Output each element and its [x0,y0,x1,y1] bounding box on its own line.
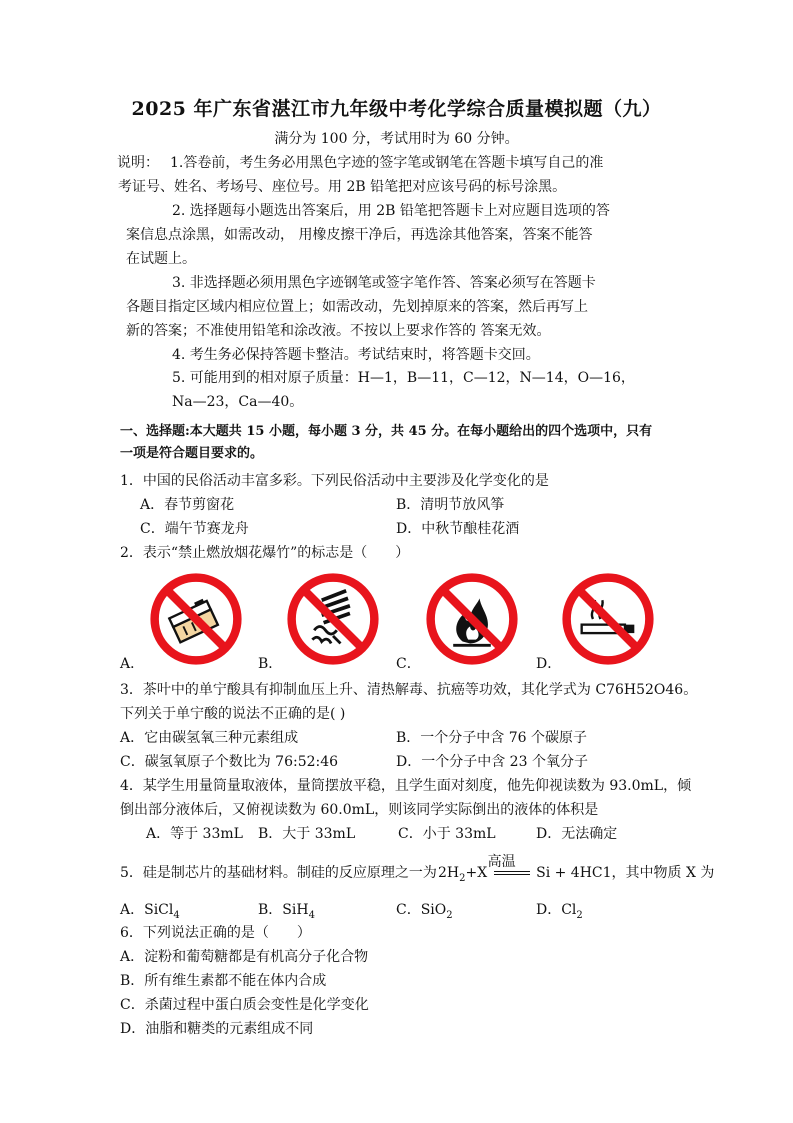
q5-option-d: D．$Cl_2$ [536,902,583,921]
instruction-line: 5. 可能用到的相对原子质量：H—1，B—11，C—12，N—14，O—16， [172,370,635,386]
instruction-line: 新的答案；不准使用铅笔和涂改液。不按以上要求作答的 答案无效。 [126,323,551,339]
q6-option-a: A．淀粉和葡萄糖都是有机高分子化合物 [120,949,369,965]
question-1-stem: 1．中国的民俗活动丰富多彩。下列民俗活动中主要涉及化学变化的是 [120,473,549,489]
exam-subtitle: 满分为 100 分，考试用时为 60 分钟。 [274,131,519,147]
q4-option-b: B．大于 33mL [258,826,356,842]
q4-option-c: C．小于 33mL [398,826,496,842]
q5-option-b: B．SiH$_4$ [258,902,315,921]
question-4-stem: 4．某学生用量筒量取液体，量筒摆放平稳，且学生面对刻度，他先仰视读数为 93.0mL，倾 [120,778,692,794]
q3-option-b: B．一个分子中含 76 个碳原子 [396,730,588,746]
question-2-stem: 2．表示“禁止燃放烟花爆竹”的标志是（ ） [120,545,410,561]
q1-option-c: C．端午节赛龙舟 [140,521,249,537]
question-3-stem: 3．茶叶中的单宁酸具有抑制血压上升、清热解毒、抗癌等功效，其化学式为 C76H52O46。 [120,682,698,698]
q2-option-b: B． [258,656,283,672]
equation-product: Si + 4HC1，其中物质 X 为 [536,865,715,881]
equation-reactant-x: +X [465,865,488,881]
section-heading-cont: 一项是符合题目要求的。 [120,446,264,461]
section-heading: 一、选择题:本大题共 15 小题，每小题 3 分，共 45 分。在每小题给出的四个选项中，只有 [120,424,653,439]
instruction-line: 4. 考生务必保持答题卡整洁。考试结束时，将答题卡交回。 [172,347,540,363]
equation-subscript: 2 [459,872,466,884]
page-title: 2025 年广东省湛江市九年级中考化学综合质量模拟题（九） [131,98,662,120]
no-matches-icon [149,572,243,666]
q4-option-d: D．无法确定 [536,826,618,842]
q2-option-a: A． [120,656,145,672]
q1-option-a: A．春节剪窗花 [140,497,235,513]
instruction-line: 在试题上。 [126,251,196,267]
q6-option-c: C．杀菌过程中蛋白质会变性是化学变化 [120,997,369,1013]
instruction-line: 1.答卷前，考生务必用黑色字迹的签字笔或钢笔在答题卡填写自己的准 [170,155,604,171]
equals-sign [494,871,530,875]
no-fire-icon [425,572,519,666]
q3-option-c: C．碳氢氧原子个数比为 76:52:46 [120,754,339,770]
equation-reactant: 2H [438,865,460,881]
instructions-heading: 说明： [117,155,159,171]
instruction-line: 3. 非选择题必须用黑色字迹钢笔或签字笔作答、答案必须写在答题卡 [172,275,596,291]
reaction-condition: 高温 [487,854,516,870]
question-3-stem-cont: 下列关于单宁酸的说法不正确的是( ) [120,706,346,722]
q5-option-c: C．SiO$_2$ [396,902,453,921]
q3-option-a: A．它由碳氢氧三种元素组成 [120,730,299,746]
q2-option-d: D． [536,656,562,672]
question-6-stem: 6．下列说法正确的是（ ） [120,925,311,941]
q5-option-a: A．SiCl$_4$ [120,902,180,921]
q1-option-d: D．中秋节酿桂花酒 [396,521,520,537]
question-5-stem: 5．硅是制芯片的基础材料。制硅的反应原理之一为 [120,865,437,881]
no-fireworks-icon [286,572,380,666]
instruction-line: 考证号、姓名、考场号、座位号。用 2B 铅笔把对应该号码的标号涂黑。 [118,179,567,195]
q6-option-b: B．所有维生素都不能在体内合成 [120,973,327,989]
question-4-stem-cont: 倒出部分液体后，又俯视读数为 60.0mL，则该同学实际倒出的液体的体积是 [120,802,599,818]
q2-option-c: C． [396,656,421,672]
instruction-line: 案信息点涂黑，如需改动， 用橡皮擦干净后，再选涂其他答案，答案不能答 [126,227,593,243]
q6-option-d: D．油脂和糖类的元素组成不同 [120,1021,314,1037]
q4-option-a: A．等于 33mL [146,826,243,842]
reaction-arrow [487,854,532,881]
no-smoking-icon [561,572,655,666]
q3-option-d: D．一个分子中含 23 个氧分子 [396,754,588,770]
instruction-line: Na—23，Ca—40。 [172,394,304,410]
reaction-equation [438,854,715,884]
instruction-line: 各题目指定区域内相应位置上；如需改动，先划掉原来的答案，然后再写上 [126,299,588,315]
instruction-line: 2. 选择题每小题选出答案后，用 2B 铅笔把答题卡上对应题目选项的答 [172,203,610,219]
q1-option-b: B．清明节放风筝 [396,497,505,513]
